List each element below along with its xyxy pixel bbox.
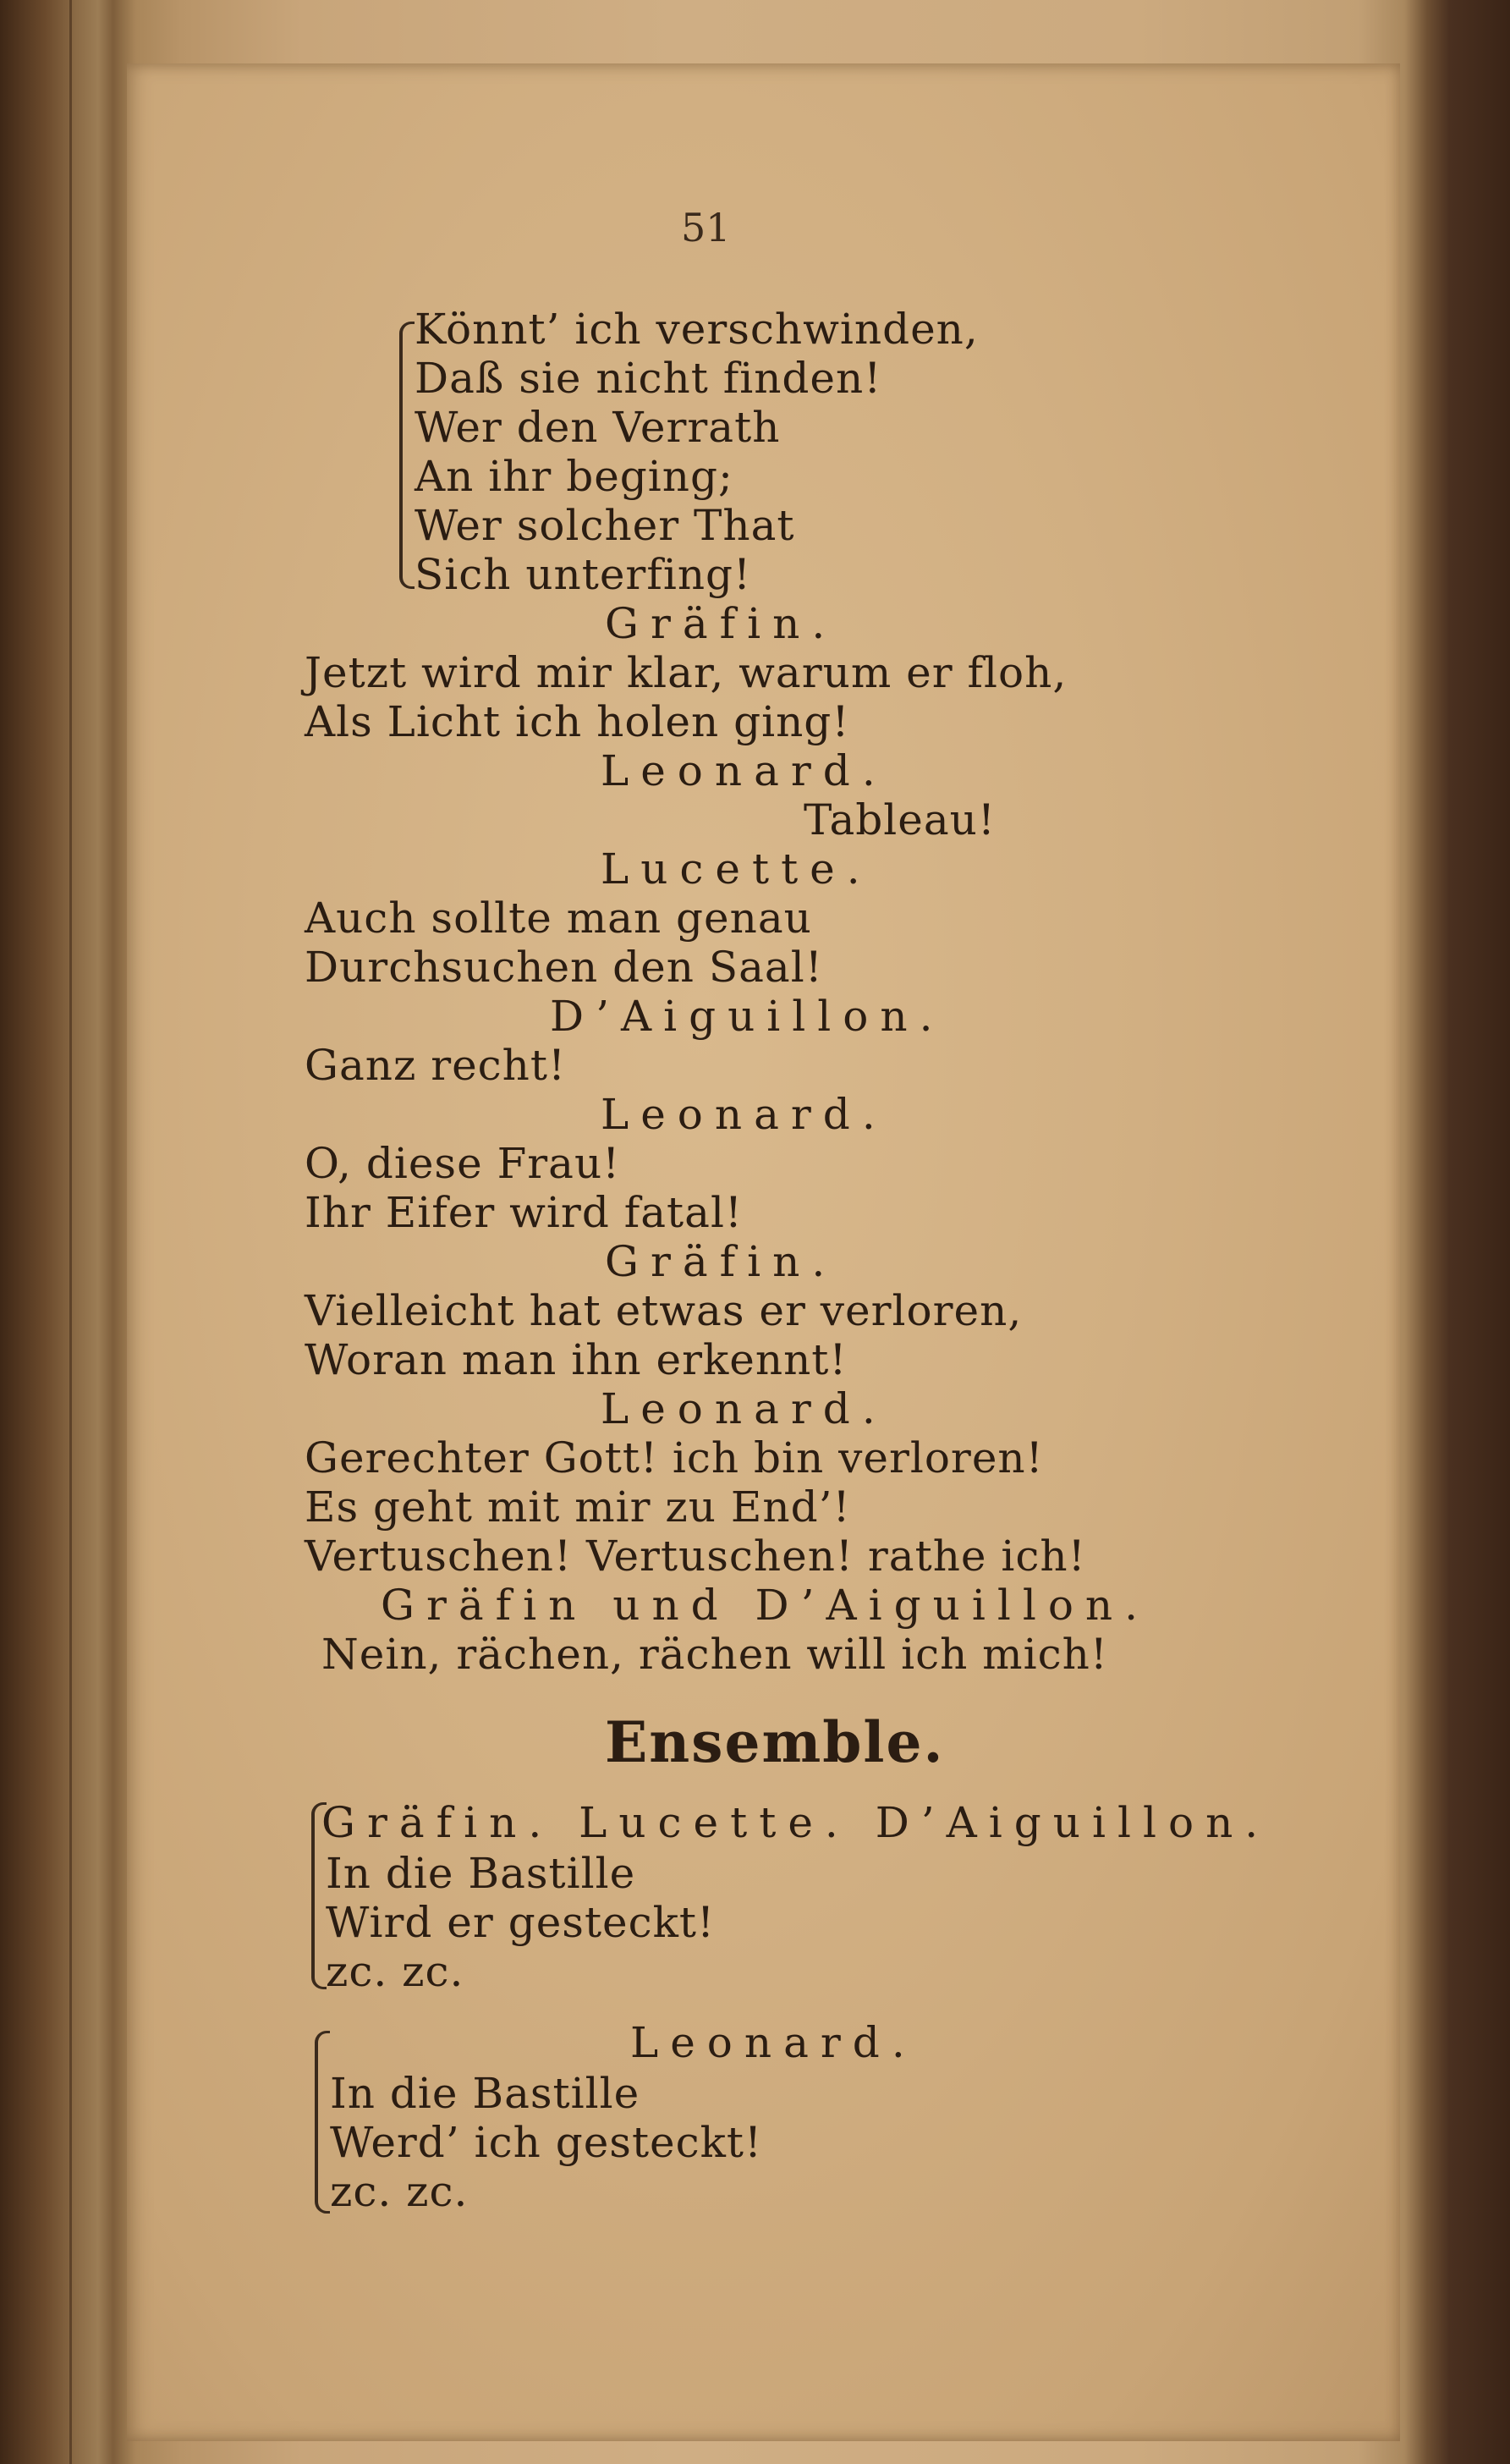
section-heading: Ensemble. [605,1709,945,1775]
page-number: 51 [681,205,731,250]
verse-line: Durchsuchen den Saal! [305,943,823,992]
verse-line: Gerechter Gott! ich bin verloren! [305,1433,1044,1482]
verse-line: An ihr beging; [415,452,733,501]
speaker-name: Gräfin. Lucette. D’Aiguillon. [321,1798,1271,1847]
verse-line: Vertuschen! Vertuschen! rathe ich! [305,1532,1086,1581]
verse-line: Daß sie nicht finden! [415,354,882,403]
verse-line: zc. zc. [330,2167,469,2216]
verse-line: Vielleicht hat etwas er verloren, [305,1286,1023,1335]
verse-line: Ihr Eifer wird fatal! [305,1188,744,1237]
verse-line: Woran man ihn erkennt! [305,1335,848,1384]
verse-line: Werd’ ich gesteckt! [330,2118,763,2167]
verse-line: Es geht mit mir zu End’! [305,1482,851,1532]
verse-line: Wer solcher That [415,501,795,550]
speaker-name: Gräfin. [605,599,837,648]
verse-line: In die Bastille [326,1849,636,1898]
gutter-line [69,0,72,2464]
verse-line: Nein, rächen, rächen will ich mich! [321,1630,1108,1679]
verse-line: Tableau! [804,795,996,844]
speaker-name: Leonard. [601,1090,887,1139]
verse-line: Jetzt wird mir klar, warum er floh, [305,648,1068,697]
verse-line: Auch sollte man genau [305,894,812,943]
verse-line: Als Licht ich holen ging! [305,697,850,746]
verse-line: Sich unterfing! [415,550,752,599]
speaker-name: Gräfin. [605,1237,837,1286]
speaker-name: Leonard. [630,2018,917,2067]
speaker-name: Leonard. [601,746,887,795]
speaker-name: D’Aiguillon. [550,992,945,1041]
verse-line: O, diese Frau! [305,1139,621,1188]
verse-line: In die Bastille [330,2069,640,2118]
verse-line: Wird er gesteckt! [326,1898,716,1947]
verse-line: Ganz recht! [305,1041,567,1090]
verse-line: zc. zc. [326,1947,464,1996]
speaker-name: Lucette. [601,844,872,894]
speaker-name: Gräfin und D’Aiguillon. [381,1581,1150,1630]
speaker-name: Leonard. [601,1384,887,1433]
verse-line: Wer den Verrath [415,403,781,452]
verse-line: Könnt’ ich verschwinden, [415,305,979,354]
leonard-bracket [315,2031,330,2214]
stanza-bracket [399,322,415,589]
